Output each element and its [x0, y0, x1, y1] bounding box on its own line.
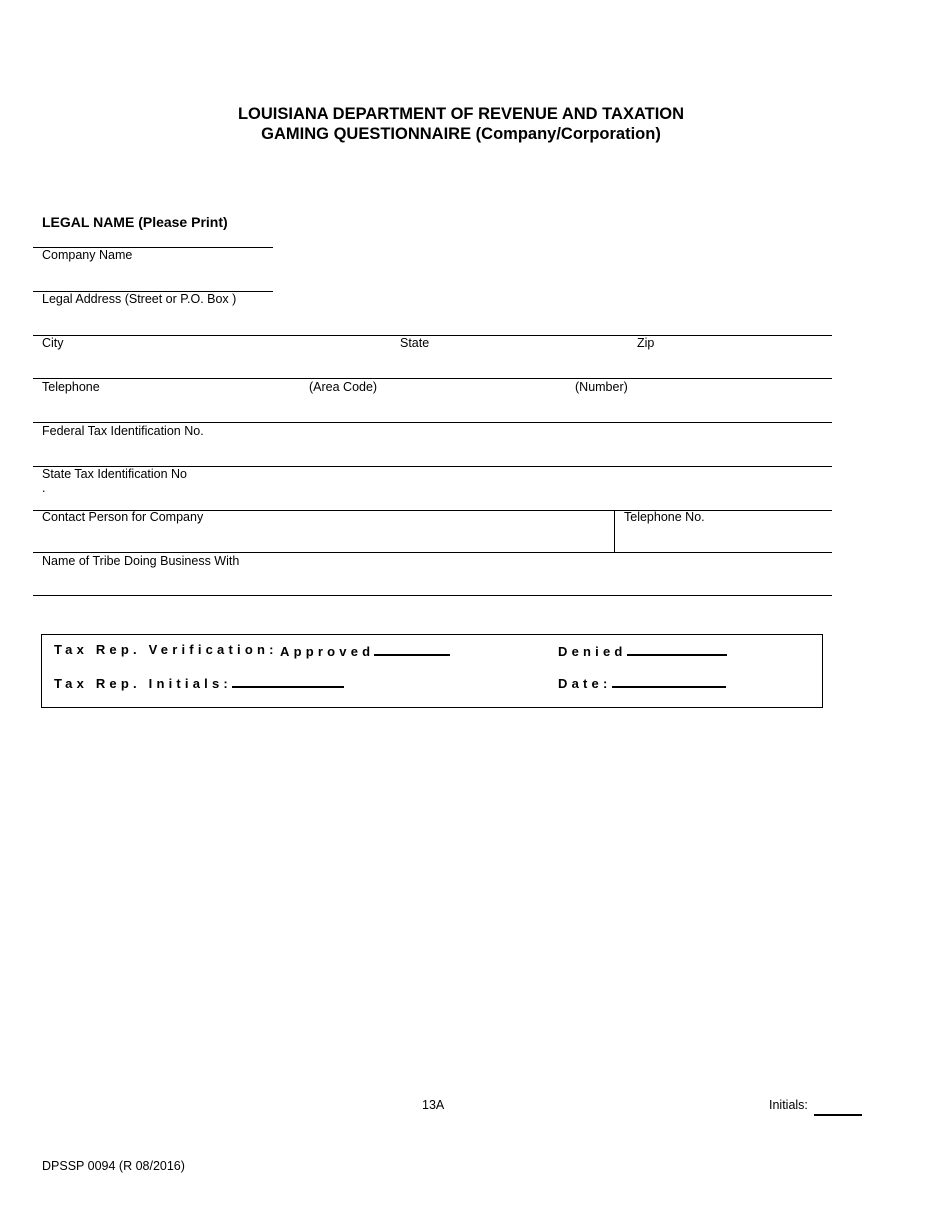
tribe-name-line[interactable] [33, 552, 832, 553]
zip-label: Zip [637, 336, 655, 350]
legal-address-label: Legal Address (Street or P.O. Box ) [42, 292, 237, 306]
city-state-zip-line[interactable] [33, 335, 832, 336]
approved-blank[interactable] [374, 642, 450, 656]
approved-label [280, 642, 450, 660]
telephone-line[interactable] [33, 378, 832, 379]
form-title-line1: LOUISIANA DEPARTMENT OF REVENUE AND TAXATION [237, 105, 685, 123]
state-tax-id-dot: . [42, 481, 46, 495]
date-blank[interactable] [612, 674, 726, 688]
federal-tax-id-line[interactable] [33, 422, 832, 423]
tribe-bottom-line [33, 595, 832, 596]
tribe-name-label: Name of Tribe Doing Business With [42, 554, 240, 568]
legal-name-heading: LEGAL NAME (Please Print) [42, 214, 228, 230]
date-text: Date: [558, 676, 612, 691]
date-label [558, 674, 726, 692]
denied-blank[interactable] [627, 642, 727, 656]
tax-rep-initials-text: Tax Rep. Initials: [54, 676, 232, 691]
state-tax-id-label: State Tax Identification No [42, 467, 187, 481]
denied-label [558, 642, 727, 660]
contact-telephone-label: Telephone No. [624, 510, 705, 524]
federal-tax-id-label: Federal Tax Identification No. [42, 424, 204, 438]
city-label: City [42, 336, 64, 350]
telephone-label: Telephone [42, 380, 100, 394]
page-number: 13A [422, 1098, 445, 1112]
company-name-label: Company Name [42, 248, 133, 262]
initials-label: Initials: [769, 1098, 808, 1112]
area-code-label: (Area Code) [309, 380, 378, 394]
contact-person-label: Contact Person for Company [42, 510, 204, 524]
number-label: (Number) [575, 380, 628, 394]
form-id: DPSSP 0094 (R 08/2016) [42, 1159, 185, 1173]
initials-blank[interactable] [814, 1114, 862, 1116]
tax-rep-initials-label [54, 674, 344, 692]
tax-rep-initials-blank[interactable] [232, 674, 344, 688]
contact-divider [614, 510, 615, 552]
tax-rep-verification-label: Tax Rep. Verification: [54, 642, 278, 657]
state-label: State [400, 336, 430, 350]
approved-text: Approved [280, 644, 375, 659]
form-title-line2: GAMING QUESTIONNAIRE (Company/Corporation) [261, 125, 661, 143]
denied-text: Denied [558, 644, 627, 659]
